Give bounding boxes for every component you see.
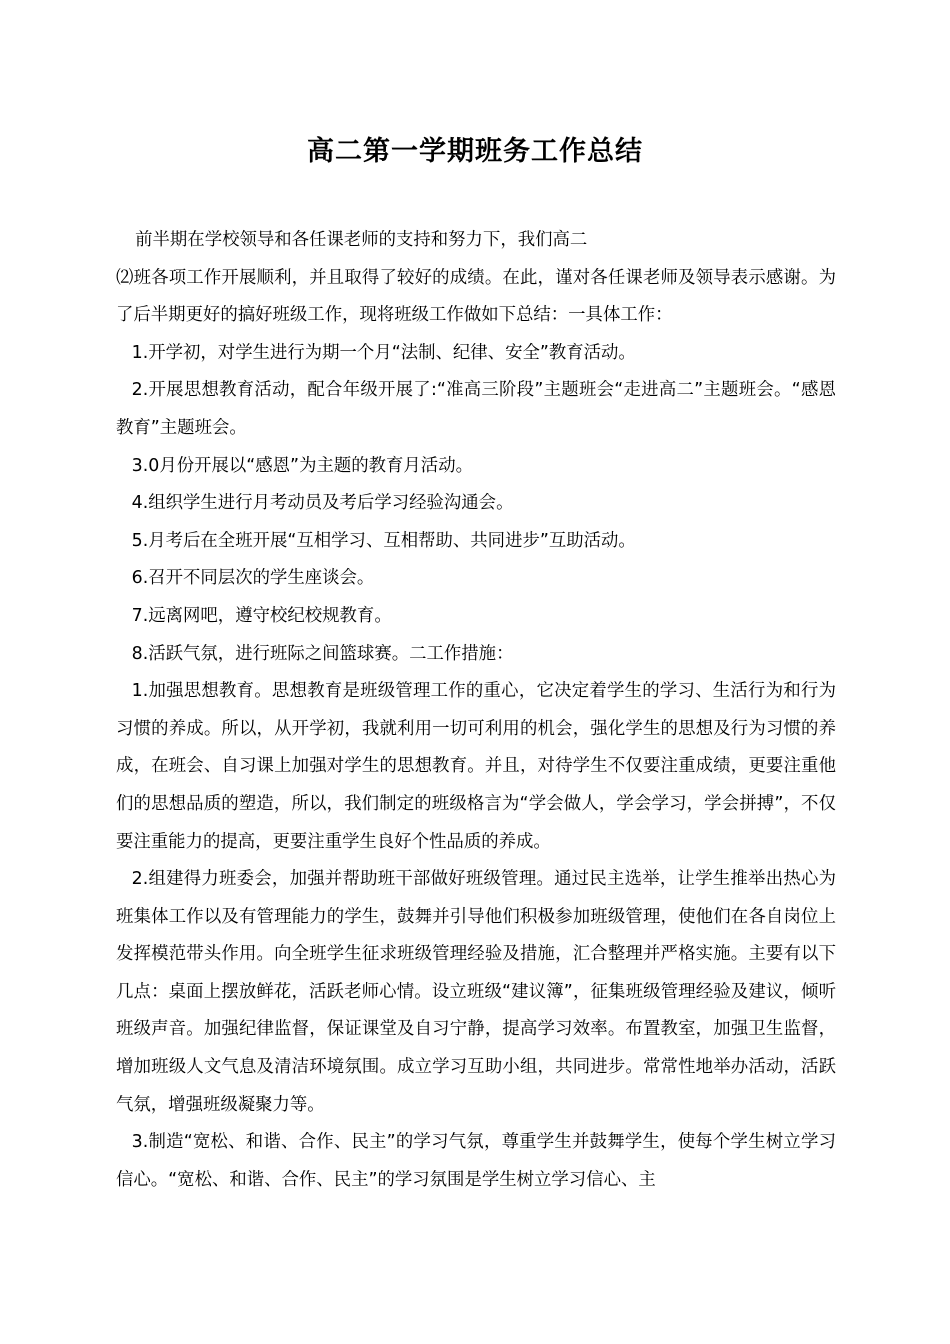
paragraph-work-1: 1.开学初，对学生进行为期一个月“法制、纪律、安全”教育活动。	[131, 342, 636, 363]
paragraph-work-5: 5.月考后在全班开展“互相学习、互相帮助、共同进步”互助活动。	[131, 530, 636, 551]
paragraph-work-8: 8.活跃气氛，进行班际之间篮球赛。二工作措施：	[131, 643, 514, 664]
paragraph-work-7: 7.远离网吧，遵守校纪校规教育。	[131, 605, 392, 626]
paragraph-work-4: 4.组织学生进行月考动员及考后学习经验沟通会。	[131, 493, 514, 514]
paragraph-measure-1: 1.加强思想教育。思想教育是班级管理工作的重心，它决定着学生的学习、生活行为和行为习惯的养成。所以，从开学初，我就利用一切可利用的机会，强化学生的思想及行为习惯的养成，在班会、自习课上加强对学生的思想教育。并且，对待学生不仅要注重成绩，更要注重他们的思想品质的塑造，所以，我们制定的班级格言为“学会做人，学会学习，学会拼搏”，不仅要注重能力的提高，更要注重学生良好个性品质的养成。	[116, 681, 836, 852]
paragraph-work-3: 3.0月份开展以“感恩”为主题的教育月活动。	[131, 455, 473, 476]
paragraph-intro: 前半期在学校领导和各任课老师的支持和努力下，我们高二	[135, 230, 588, 250]
paragraph-intro-continued: ⑵班各项工作开展顺利，并且取得了较好的成绩。在此，谨对各任课老师及领导表示感谢。为了后半期更好的搞好班级工作，现将班级工作做如下总结：一具体工作：	[116, 267, 836, 326]
document-title: 高二第一学期班务工作总结	[307, 136, 643, 167]
paragraph-work-6: 6.召开不同层次的学生座谈会。	[131, 568, 375, 589]
paragraph-measure-2: 2.组建得力班委会，加强并帮助班干部做好班级管理。通过民主选举，让学生推举出热心为班集体工作以及有管理能力的学生，鼓舞并引导他们积极参加班级管理，使他们在各自岗位上发挥模范带头作用。向全班学生征求班级管理经验及措施，汇合整理并严格实施。主要有以下几点：桌面上摆放鲜花，活跃老师心情。设立班级“建议簿”，征集班级管理经验及建议，倾听班级声音。加强纪律监督，保证课堂及自习宁静，提高学习效率。布置教室，加强卫生监督，增加班级人文气息及清洁环境氛围。成立学习互助小组，共同进步。常常性地举办活动，活跃气氛，增强班级凝聚力等。	[116, 869, 836, 1115]
document-body	[116, 222, 836, 1199]
paragraph-measure-3: 3.制造“宽松、和谐、合作、民主”的学习气氛，尊重学生并鼓舞学生，使每个学生树立学习信心。“宽松、和谐、合作、民主”的学习氛围是学生树立学习信心、主	[116, 1132, 836, 1190]
paragraph-work-2: 2.开展思想教育活动，配合年级开展了:“准高三阶段”主题班会“走进高二”主题班会。“感恩教育”主题班会。	[116, 380, 836, 438]
